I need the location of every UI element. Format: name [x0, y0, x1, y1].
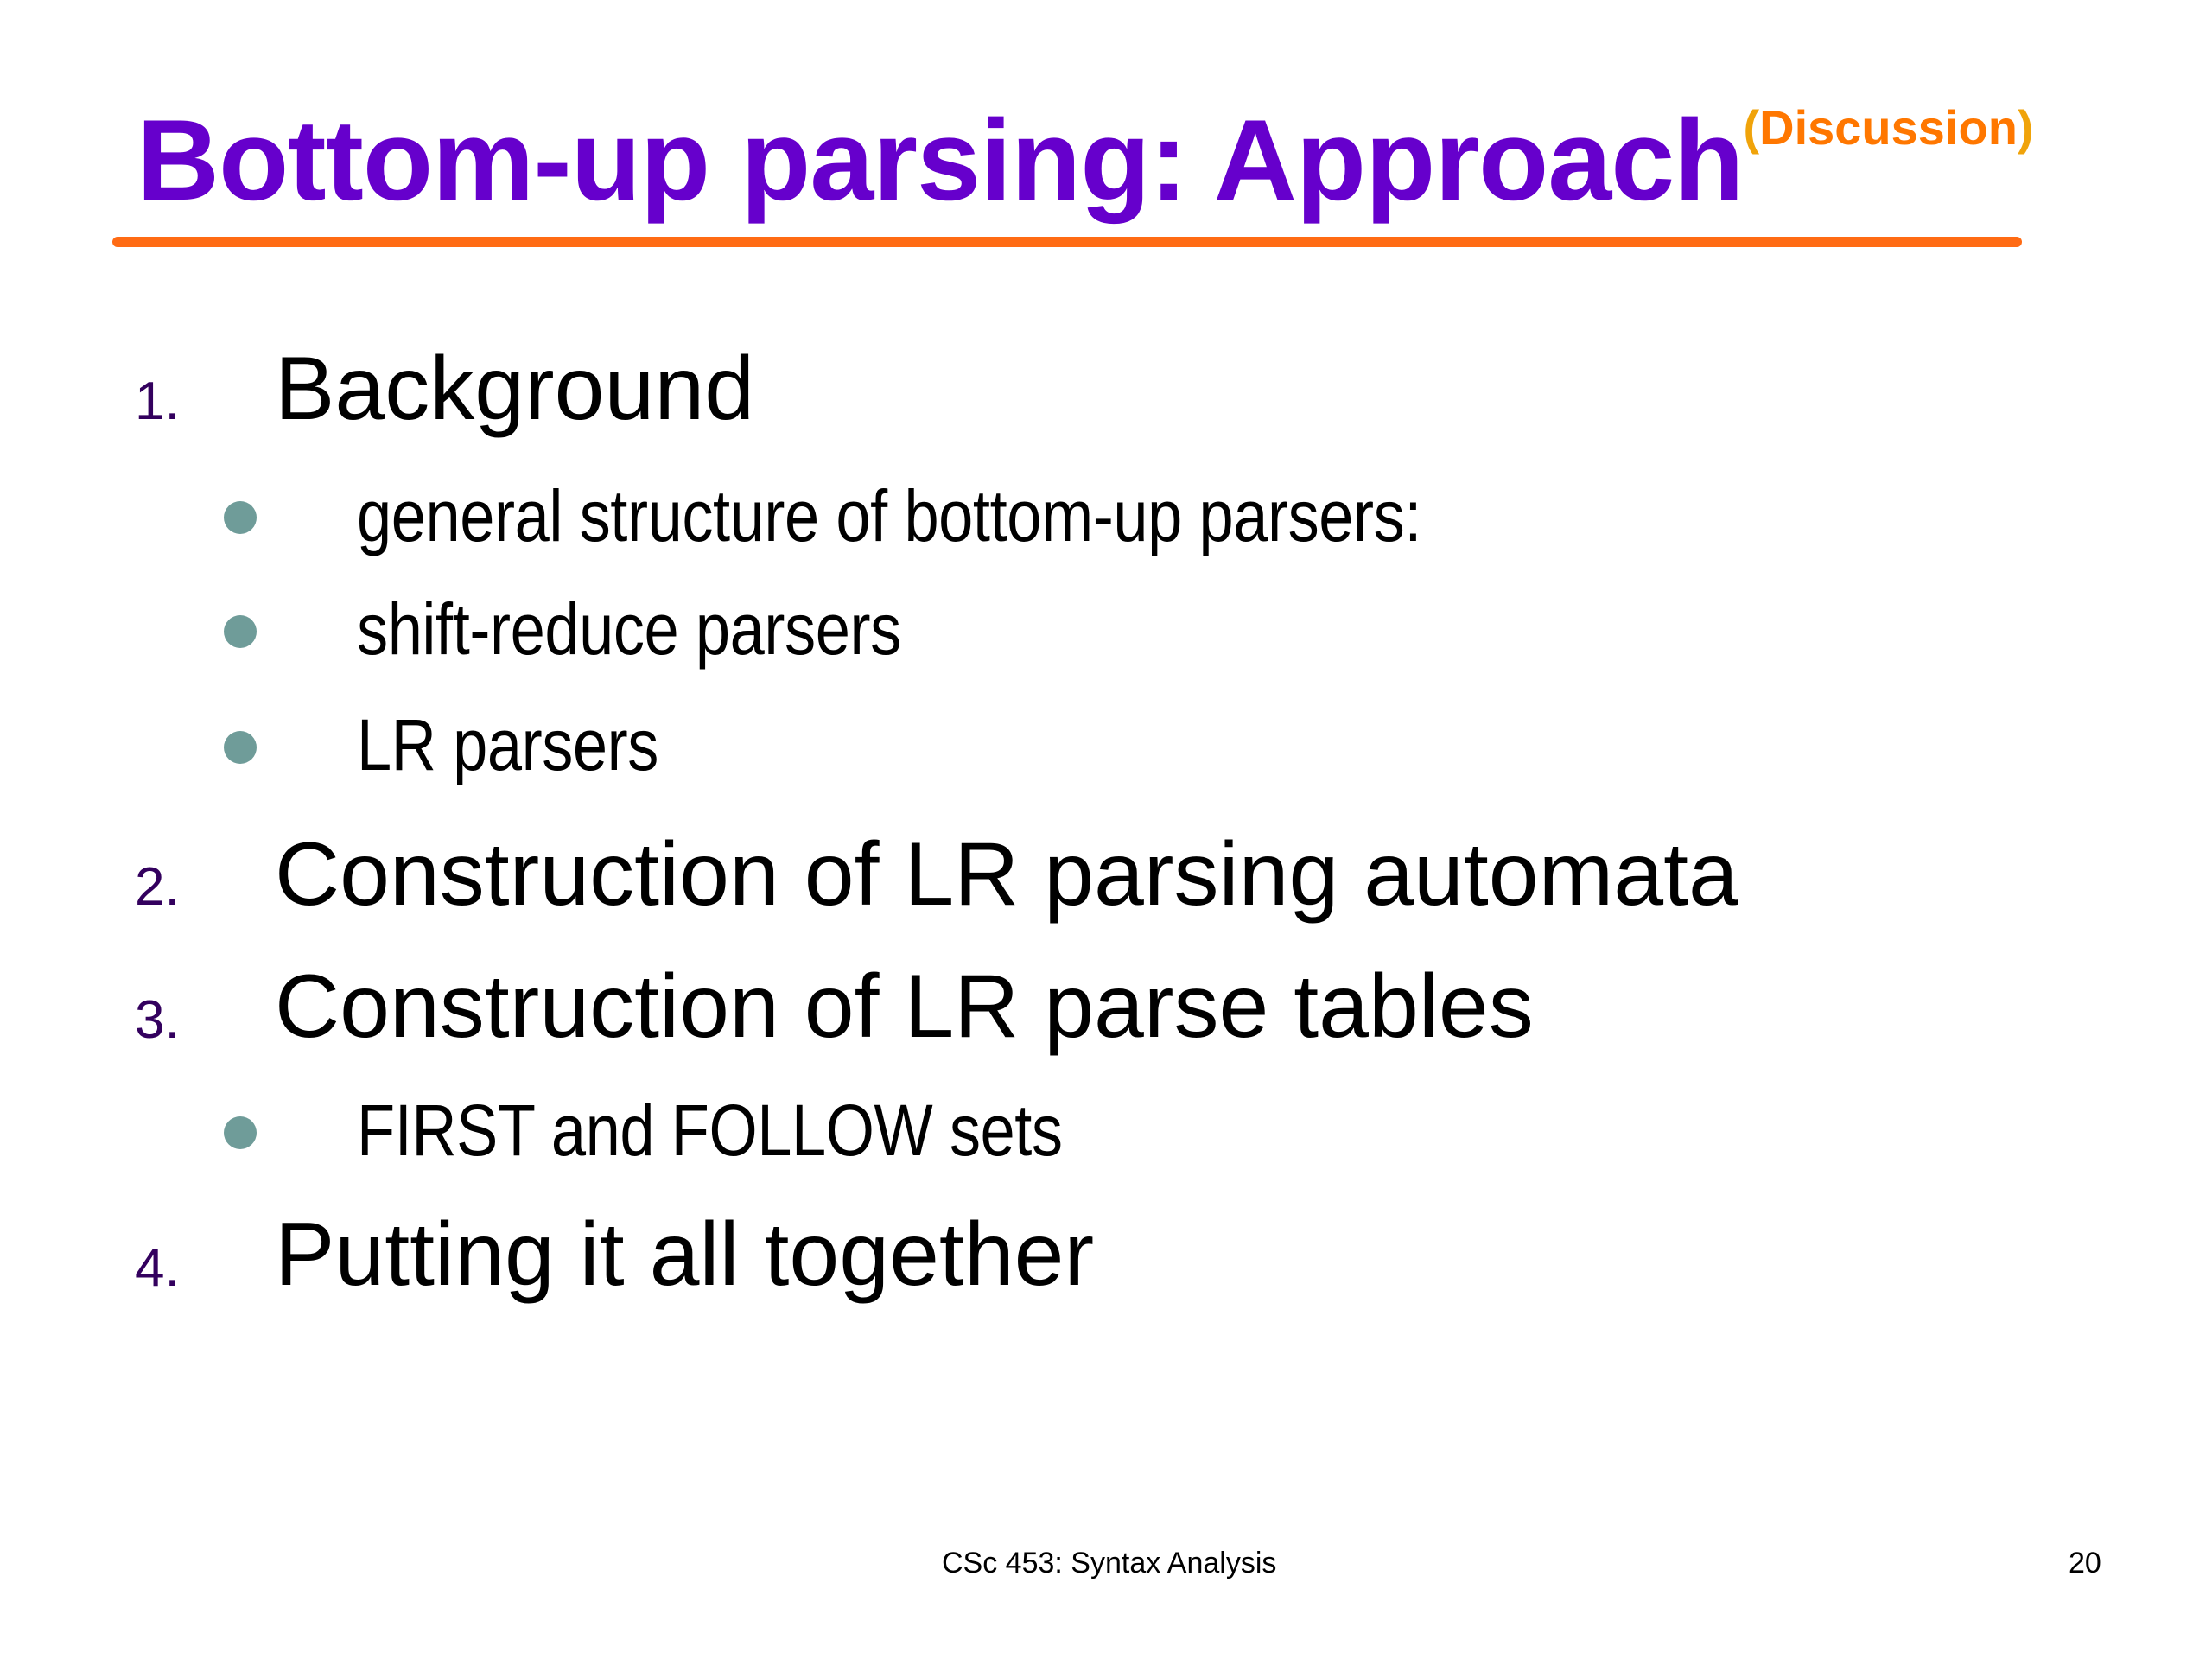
item-number-4: 4. — [135, 1238, 180, 1298]
title-text: Bottom-up parsing: Approach — [137, 97, 1744, 225]
item-number-2: 2. — [135, 857, 180, 917]
superscript-word: Discussion — [1759, 100, 2018, 155]
slide-footer: CSc 453: Syntax Analysis — [942, 1547, 1277, 1580]
item-text-putting-together: Putting it all together — [275, 1205, 1095, 1305]
bullet-dot — [224, 731, 257, 764]
subitem-general-structure: general structure of bottom-up parsers: — [357, 475, 1421, 556]
superscript-open-paren: ( — [1743, 100, 1760, 155]
slide-title — [137, 97, 2034, 225]
subitem-first-follow: FIRST and FOLLOW sets — [357, 1090, 1063, 1171]
item-number-3: 3. — [135, 990, 180, 1050]
item-text-lr-automata: Construction of LR parsing automata — [275, 824, 1738, 925]
item-text-lr-parse-tables: Construction of LR parse tables — [275, 957, 1534, 1057]
superscript-close-paren: ) — [2017, 100, 2034, 155]
title-underline — [112, 237, 2022, 247]
item-number-1: 1. — [135, 372, 180, 431]
title-superscript — [1743, 100, 2033, 155]
subitem-shift-reduce: shift-reduce parsers — [357, 588, 901, 670]
item-text-background: Background — [275, 339, 755, 439]
page-number: 20 — [2069, 1547, 2101, 1580]
bullet-dot — [224, 501, 257, 534]
subitem-lr-parsers: LR parsers — [357, 704, 658, 785]
bullet-dot — [224, 615, 257, 648]
bullet-dot — [224, 1116, 257, 1149]
